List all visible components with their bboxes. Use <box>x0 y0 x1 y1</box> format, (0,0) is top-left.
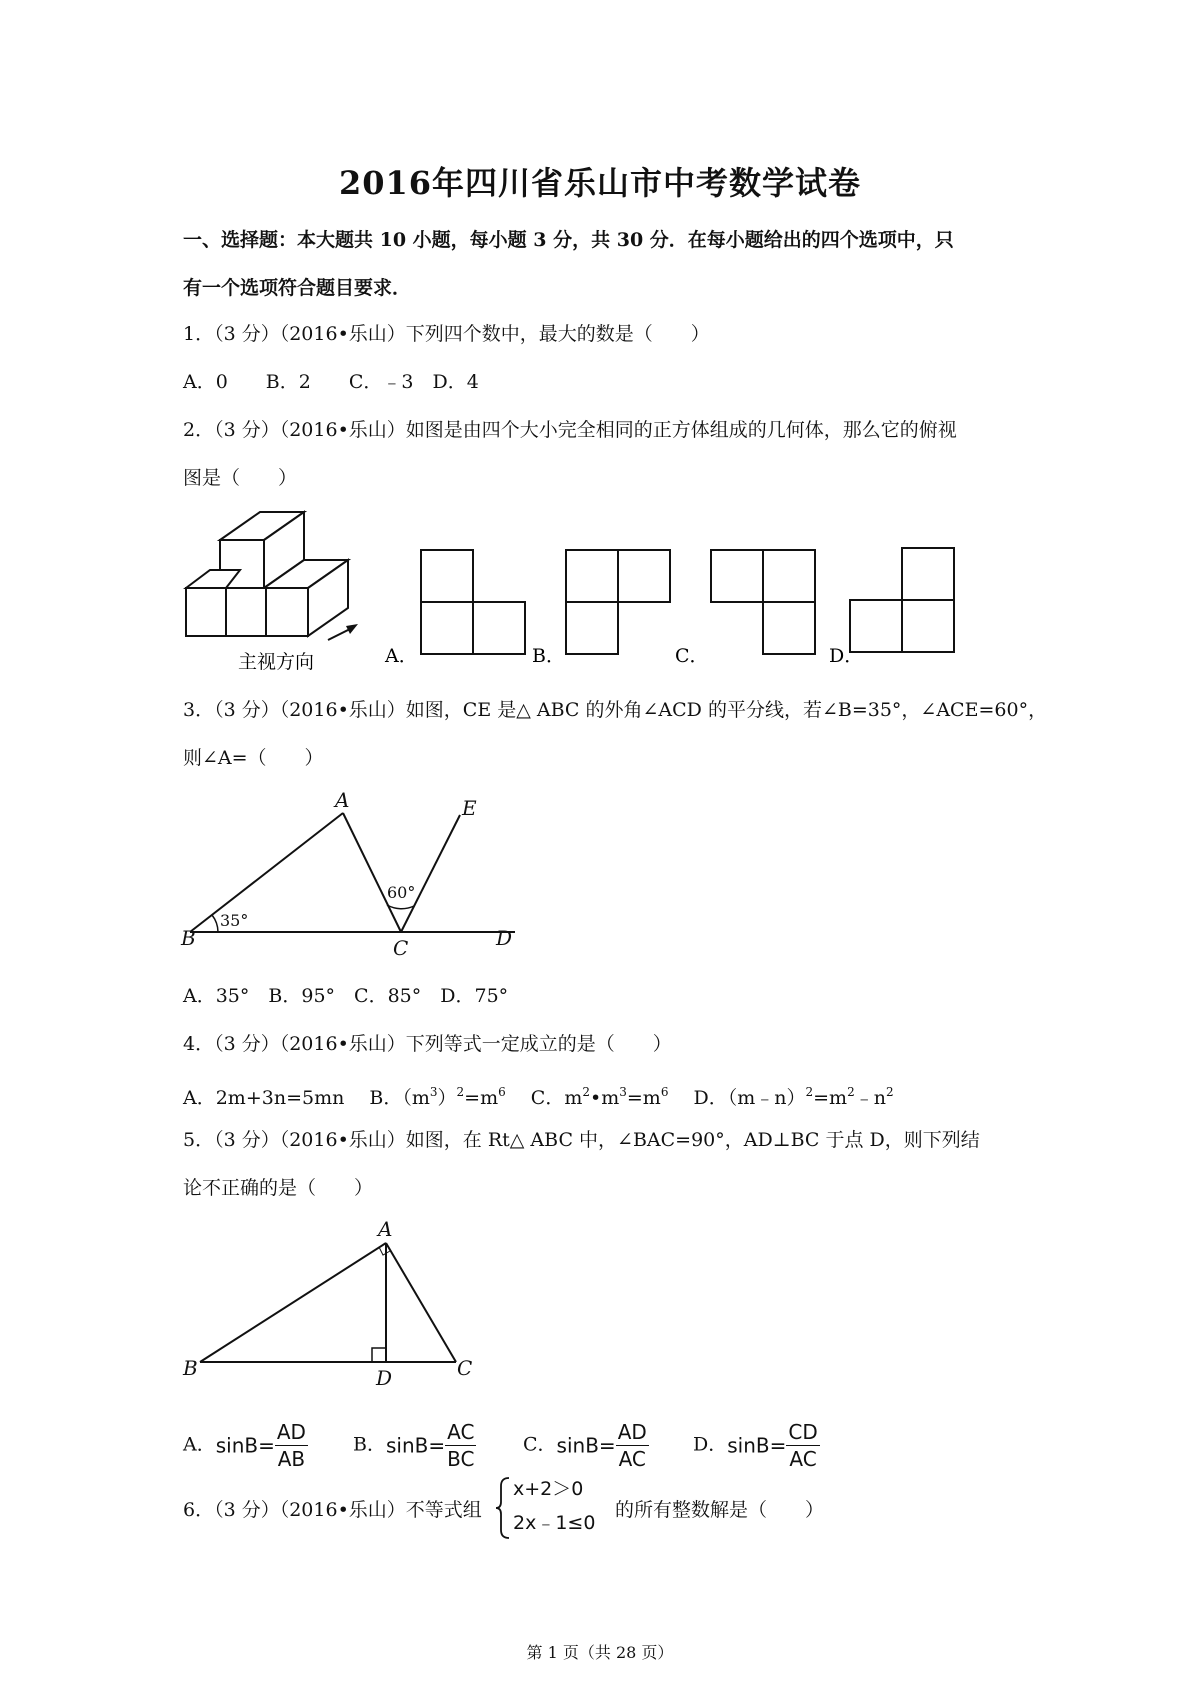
q2-option-b-label: B． <box>532 645 565 667</box>
q2-option-d-figure <box>850 548 954 652</box>
q6-brace <box>495 1476 511 1540</box>
q5-option-a: A．sinB= $\frac{AD}{AB}$ <box>183 1420 306 1471</box>
view-direction-label: 主视方向 <box>238 651 315 673</box>
q4-option-b: B．$(m^3)^2=m^6$ <box>369 1085 506 1109</box>
q3-point-b: B <box>181 926 196 950</box>
q5-point-b: B <box>183 1356 198 1380</box>
q6-inequality-2: 2x﹣1≤0 <box>513 1512 596 1534</box>
q2-option-b-figure <box>566 550 670 654</box>
cube-solid-figure <box>186 512 348 636</box>
q5-option-c: C．sinB= $\frac{AD}{AC}$ <box>523 1420 647 1471</box>
q4-option-a: A．2m+3n=5mn <box>183 1087 345 1109</box>
q3-point-e: E <box>462 796 477 820</box>
q5-point-a: A <box>378 1217 393 1241</box>
q2-option-c-figure <box>711 550 815 654</box>
q5-option-d: D．sinB= $\frac{CD}{AC}$ <box>693 1420 818 1471</box>
q3-triangle-figure <box>180 785 520 960</box>
q3-point-a: A <box>335 788 350 812</box>
q6-stem-suffix: 的所有整数解是（ ） <box>615 1499 825 1521</box>
q3-point-c: C <box>393 936 409 960</box>
q5-point-d: D <box>376 1366 393 1390</box>
q4-options <box>183 1080 894 1110</box>
q3-angle-b-label: 35° <box>220 911 249 930</box>
q3-stem-line-1: 3．（3 分）（2016•乐山）如图，CE 是△ ABC 的外角∠ACD 的平分线，若∠B=35°，∠ACE=60°， <box>183 699 1048 721</box>
q3-angle-c-label: 60° <box>387 883 416 902</box>
q2-option-c-label: C． <box>675 645 709 667</box>
q2-figures <box>180 500 1180 680</box>
q6-stem <box>183 1472 1083 1542</box>
q3-point-d: D <box>496 926 513 950</box>
q4-option-c: C．$m^2•m^3=m^6$ <box>530 1085 669 1109</box>
q3-stem-line-2: 则∠A=（ ） <box>183 747 324 769</box>
q6-inequality-1: x+2＞0 <box>513 1478 584 1500</box>
q6-stem-prefix: 6．（3 分）（2016•乐山）不等式组 <box>183 1499 482 1521</box>
q3-options: A．35° B．95° C．85° D．75° <box>183 985 509 1007</box>
page-footer: 第 1 页（共 28 页） <box>526 1643 674 1662</box>
section-heading-line-2: 有一个选项符合题目要求． <box>183 277 412 299</box>
q5-options <box>183 1405 883 1471</box>
q2-option-d-label: D． <box>829 645 864 667</box>
view-arrow <box>328 624 358 640</box>
q1-stem: 1．（3 分）（2016•乐山）下列四个数中，最大的数是（ ） <box>183 323 710 345</box>
q2-option-a-figure <box>421 550 525 654</box>
q5-option-b: B．sinB= $\frac{AC}{BC}$ <box>353 1420 475 1471</box>
q4-option-d: D．$(m﹣n)^2=m^2﹣n^2$ <box>693 1085 894 1109</box>
q5-stem-line-2: 论不正确的是（ ） <box>183 1177 374 1199</box>
page-title: 2016年四川省乐山市中考数学试卷 <box>338 164 862 202</box>
q5-right-triangle-figure <box>180 1215 480 1390</box>
q2-stem-line-2: 图是（ ） <box>183 467 298 489</box>
q5-point-c: C <box>457 1356 473 1380</box>
q1-options: A．0 B．2 C．﹣3 D．4 <box>183 371 479 393</box>
q4-stem: 4．（3 分）（2016•乐山）下列等式一定成立的是（ ） <box>183 1033 672 1055</box>
section-heading-line-1: 一、选择题：本大题共 10 小题，每小题 3 分，共 30 分．在每小题给出的四个选项中，只 <box>183 229 954 251</box>
q2-option-a-label: A． <box>385 645 418 667</box>
q2-stem-line-1: 2．（3 分）（2016•乐山）如图是由四个大小完全相同的正方体组成的几何体，那么它的俯视 <box>183 419 957 441</box>
q5-stem-line-1: 5．（3 分）（2016•乐山）如图，在 Rt△ ABC 中，∠BAC=90°，AD⊥BC 于点 D，则下列结 <box>183 1129 980 1151</box>
